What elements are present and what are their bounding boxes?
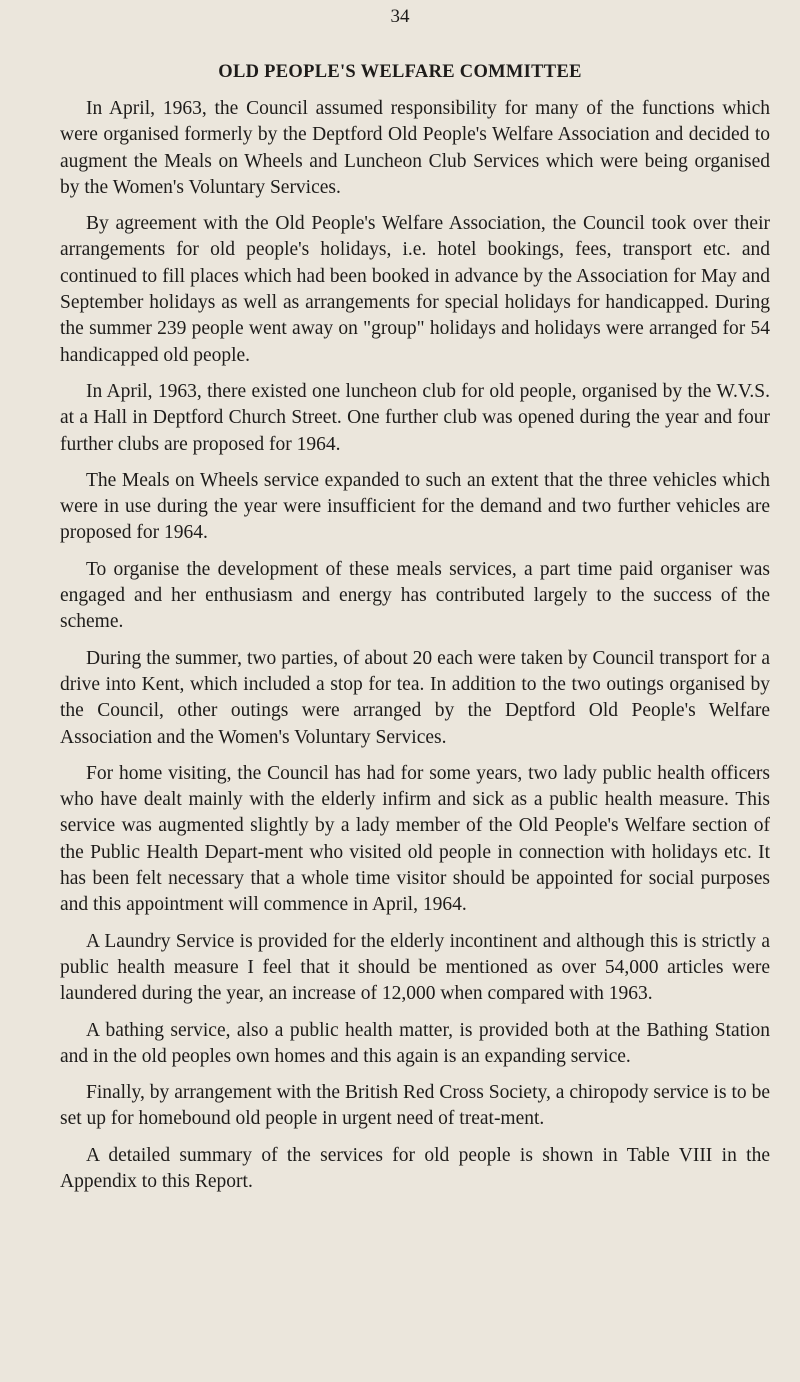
paragraph-organiser: To organise the development of these meals services, a part time paid organiser was engaged and her enthusiasm and energy has contributed largely to the success of the scheme. [60, 558, 770, 633]
body-text [60, 96, 770, 1205]
paragraph-holidays: By agreement with the Old People's Welfare Association, the Council took over their arrangements for old people's holidays, i.e. hotel bookings, fees, transport etc. and continued to fill places which had been booked in advance by the Association for May and September holidays as well as arrangements for special holidays for handicapped. During the summer 239 people went away on "group" holidays and holidays were arranged for 54 handicapped old people. [60, 213, 770, 366]
paragraph-summary: A detailed summary of the services for old people is shown in Table VIII in the Appendix to this Report. [60, 1144, 770, 1192]
paragraph-outings: During the summer, two parties, of about 20 each were taken by Council transport for a drive into Kent, which included a stop for tea. In addition to the two outings organised by the Council, other outings were arranged by the Deptford Old People's Welfare Association and the Women's Voluntary Services. [60, 647, 770, 748]
section-title: OLD PEOPLE'S WELFARE COMMITTEE [218, 62, 582, 82]
page-number: 34 [390, 6, 410, 27]
paragraph-laundry: A Laundry Service is provided for the elderly incontinent and although this is strictly a public health measure I feel that it should be mentioned as over 54,000 articles were laundered during the year, an increase of 12,000 when compared with 1963. [60, 930, 770, 1005]
paragraph-bathing: A bathing service, also a public health matter, is provided both at the Bathing Station and in the old peoples own homes and this again is an expanding service. [60, 1019, 770, 1067]
paragraph-meals-on-wheels: The Meals on Wheels service expanded to such an extent that the three vehicles which were in use during the year were insufficient for the demand and two further vehicles are proposed for 1964. [60, 469, 770, 544]
paragraph-luncheon-clubs: In April, 1963, there existed one luncheon club for old people, organised by the W.V.S. at a Hall in Deptford Church Street. One further club was opened during the year and four further clubs are proposed for 1964. [60, 380, 770, 455]
paragraph-chiropody: Finally, by arrangement with the British Red Cross Society, a chiropody service is to be set up for homebound old people in urgent need of treat-ment. [60, 1082, 770, 1130]
paragraph-home-visiting: For home visiting, the Council has had for some years, two lady public health officers who have dealt mainly with the elderly infirm and sick as a public health measure. This service was augmented slightly by a lady member of the Old People's Welfare section of the Public Health Depart-ment who visited old people in connection with holidays etc. It has been felt necessary that a whole time visitor should be appointed for social purposes and this appointment will commence in April, 1964. [60, 762, 770, 916]
paragraph-responsibility: In April, 1963, the Council assumed responsibility for many of the functions which were organised formerly by the Deptford Old People's Welfare Association and decided to augment the Meals on Wheels and Luncheon Club Services which were being organised by the Women's Voluntary Services. [60, 98, 770, 198]
